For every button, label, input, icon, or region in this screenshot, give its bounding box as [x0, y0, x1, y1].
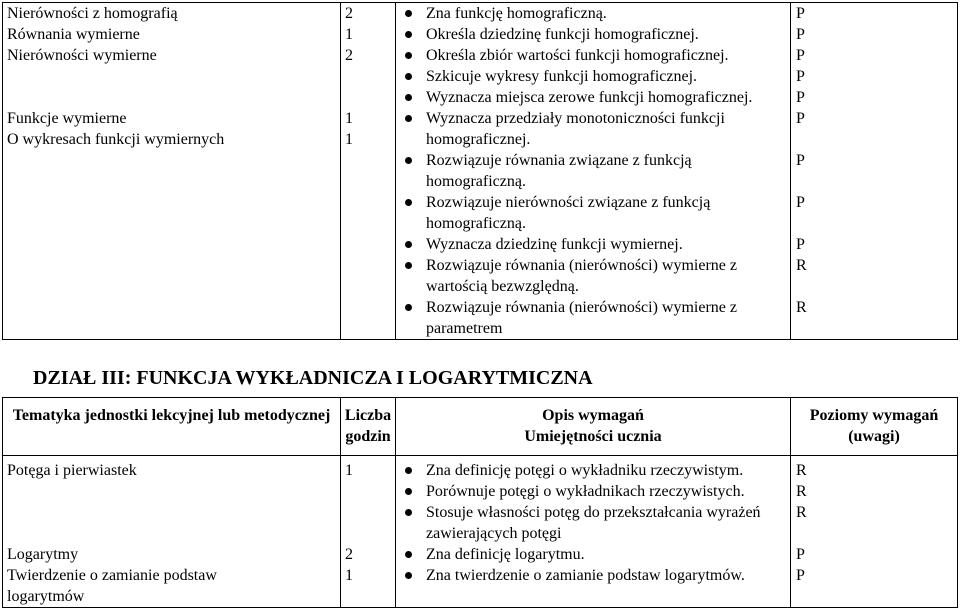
requirement-item: Wyznacza dziedzinę funkcji wymiernej. — [396, 234, 790, 255]
bullet-icon — [405, 467, 412, 474]
level-cell: R — [796, 257, 807, 274]
topic-cell: Nierówności wymierne — [7, 47, 157, 64]
requirement-item: Zna twierdzenie o zamianie podstaw logarytmów. — [396, 565, 790, 586]
requirements-table-functions — [2, 2, 958, 340]
hours-cell: 1 — [345, 26, 353, 43]
requirement-item: Rozwiązuje równania (nierówności) wymierne z wartością bezwzględną. — [396, 255, 790, 297]
requirement-item: Wyznacza miejsca zerowe funkcji homograficznej. — [396, 87, 790, 108]
header-levels: Poziomy wymagań (uwagi) — [791, 398, 958, 456]
bullet-icon — [405, 94, 412, 101]
requirements-table-exponential — [2, 397, 958, 608]
bullet-icon — [405, 509, 412, 516]
requirement-item: Stosuje własności potęg do przekształcania wyrażeń zawierających potęgi — [396, 502, 790, 544]
hours-column — [341, 3, 396, 340]
levels-column — [791, 456, 958, 608]
level-cell: P — [796, 5, 805, 22]
hours-cell: 1 — [345, 131, 353, 148]
topic-cell: O wykresach funkcji wymiernych — [7, 131, 225, 148]
hours-cell: 2 — [345, 546, 353, 563]
header-description — [396, 398, 791, 456]
hours-cell: 1 — [345, 110, 353, 127]
header-description-line1: Opis wymagań — [542, 407, 644, 424]
requirements-column — [396, 3, 791, 340]
topic-cell: Logarytmy — [7, 546, 79, 563]
requirement-item: Rozwiązuje nierówności związane z funkcją homograficzną. — [396, 192, 790, 234]
bullet-icon — [405, 488, 412, 495]
topic-column — [3, 3, 341, 340]
bullet-icon — [405, 157, 412, 164]
bullet-icon — [405, 10, 412, 17]
topic-cell: Twierdzenie o zamianie podstaw logarytmów — [7, 567, 217, 605]
section-title: DZIAŁ III: FUNKCJA WYKŁADNICZA I LOGARYTMICZNA — [33, 367, 593, 389]
header-description-line2: Umiejętności ucznia — [524, 428, 662, 445]
bullet-icon — [405, 241, 412, 248]
topic-cell: Równania wymierne — [7, 26, 140, 43]
requirements-column — [396, 456, 791, 608]
topic-cell: Funkcje wymierne — [7, 110, 127, 127]
level-cell: R — [796, 299, 807, 316]
level-cell: R — [796, 462, 807, 479]
hours-cell: 2 — [345, 47, 353, 64]
requirement-item: Rozwiązuje równania związane z funkcją homograficzną. — [396, 150, 790, 192]
level-cell: R — [796, 504, 807, 521]
topic-cell: Nierówności z homografią — [7, 5, 178, 22]
requirement-item: Szkicuje wykresy funkcji homograficznej. — [396, 66, 790, 87]
bullet-icon — [405, 304, 412, 311]
requirement-item: Zna definicję logarytmu. — [396, 544, 790, 565]
level-cell: P — [796, 68, 805, 85]
hours-cell: 2 — [345, 5, 353, 22]
level-cell: R — [796, 483, 807, 500]
header-hours: Liczba godzin — [341, 398, 396, 456]
level-cell: P — [796, 47, 805, 64]
level-cell: P — [796, 152, 805, 169]
header-topic: Tematyka jednostki lekcyjnej lub metodycznej — [3, 398, 341, 456]
level-cell: P — [796, 26, 805, 43]
topic-column — [3, 456, 341, 608]
requirement-item: Zna definicję potęgi o wykładniku rzeczywistym. — [396, 460, 790, 481]
bullet-icon — [405, 572, 412, 579]
requirement-item: Rozwiązuje równania (nierówności) wymierne z parametrem — [396, 297, 790, 339]
bullet-icon — [405, 31, 412, 38]
bullet-icon — [405, 73, 412, 80]
level-cell: P — [796, 89, 805, 106]
bullet-icon — [405, 551, 412, 558]
hours-cell: 1 — [345, 462, 353, 479]
level-cell: P — [796, 546, 805, 563]
level-cell: P — [796, 194, 805, 211]
hours-column — [341, 456, 396, 608]
bullet-icon — [405, 262, 412, 269]
requirement-item: Zna funkcję homograficzną. — [396, 3, 790, 24]
topic-cell: Potęga i pierwiastek — [7, 462, 137, 479]
level-cell: P — [796, 110, 805, 127]
requirement-item: Określa zbiór wartości funkcji homograficznej. — [396, 45, 790, 66]
hours-cell: 1 — [345, 567, 353, 584]
requirement-item: Określa dziedzinę funkcji homograficznej. — [396, 24, 790, 45]
requirement-item: Porównuje potęgi o wykładnikach rzeczywistych. — [396, 481, 790, 502]
bullet-icon — [405, 52, 412, 59]
levels-column — [791, 3, 958, 340]
level-cell: P — [796, 567, 805, 584]
bullet-icon — [405, 199, 412, 206]
requirement-item: Wyznacza przedziały monotoniczności funkcji homograficznej. — [396, 108, 790, 150]
level-cell: P — [796, 236, 805, 253]
bullet-icon — [405, 115, 412, 122]
